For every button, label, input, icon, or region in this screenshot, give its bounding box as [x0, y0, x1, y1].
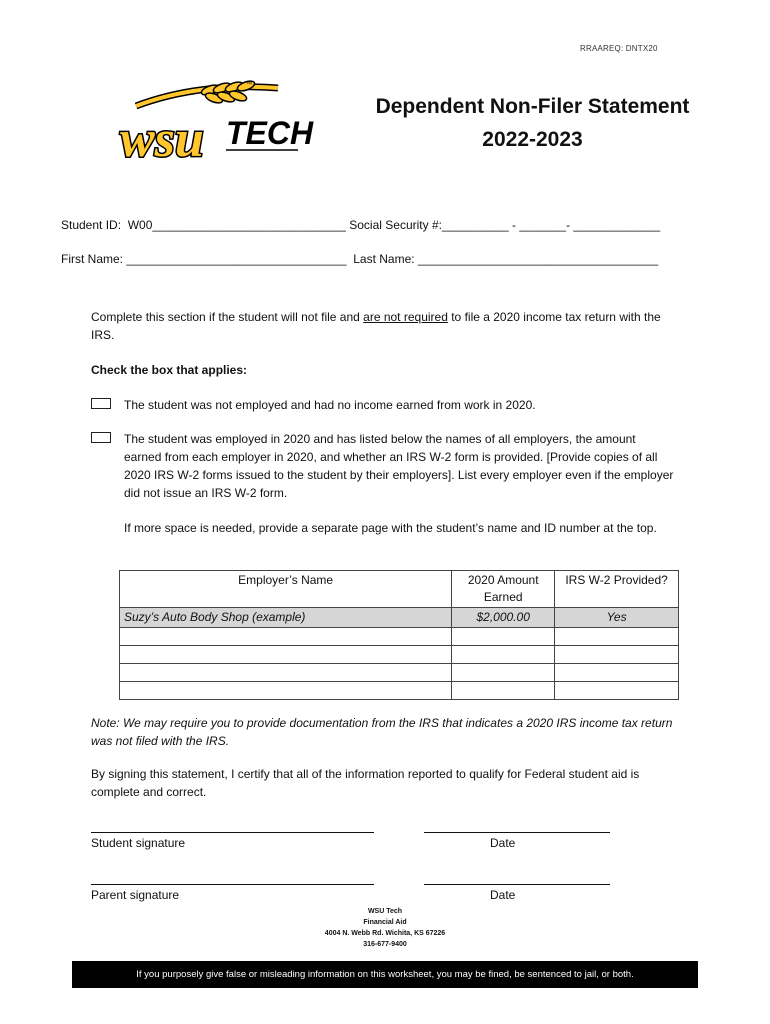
more-space-text: If more space is needed, provide a separate page with the student’s name and ID number at the top.: [124, 521, 657, 535]
svg-text:™: ™: [246, 82, 252, 88]
footer-org: WSU Tech: [367, 908, 403, 915]
parent-signature-line[interactable]: [91, 884, 374, 885]
amount-cell[interactable]: [452, 682, 555, 700]
w2-cell[interactable]: [555, 628, 679, 646]
table-row[interactable]: [120, 628, 679, 646]
col-header-amount: 2020 Amount Earned: [452, 571, 555, 608]
svg-text:TECH: TECH: [226, 115, 314, 151]
col-header-w2: IRS W-2 Provided?: [555, 571, 679, 608]
table-row-example: [120, 608, 679, 628]
employer-cell[interactable]: [120, 682, 452, 700]
col-header-employer: Employer’s Name: [120, 571, 452, 608]
student-signature-line[interactable]: [91, 832, 374, 833]
check-heading: Check the box that applies:: [91, 363, 248, 377]
intro-text: Complete this section if the student will not file and are not required to file a 2020 income tax return with the IRS.: [91, 310, 661, 342]
parent-date-line[interactable]: [424, 884, 610, 885]
footer-address: [285, 906, 485, 950]
footer-dept: Financial Aid: [363, 919, 407, 926]
option-employed-label: The student was employed in 2020 and has listed below the names of all employers, the amount earned from each employer in 2020, and whether an IRS W-2 form is provided. [Provide copies of all 2020 IRS W-2 forms issued to the student by their employers]. List every employer even if the employer did not issue an IRS W-2 form.: [124, 432, 674, 500]
amount-cell[interactable]: [452, 664, 555, 682]
irs-note: Note: We may require you to provide documentation from the IRS that indicates a 2020 IRS income tax return was not filed with the IRS.: [91, 716, 673, 748]
warning-banner: [72, 961, 698, 988]
table-header-row: [120, 571, 679, 608]
wsu-tech-logo: [118, 78, 314, 168]
svg-text:wsu: wsu: [120, 111, 204, 168]
amount-cell[interactable]: [452, 628, 555, 646]
employer-table: [119, 570, 679, 700]
student-signature-label: Student signature: [91, 836, 186, 850]
parent-date-label: Date: [490, 888, 516, 902]
option-not-employed-label: The student was not employed and had no income earned from work in 2020.: [124, 398, 536, 412]
table-row[interactable]: [120, 646, 679, 664]
w2-cell[interactable]: [555, 664, 679, 682]
parent-signature-label: Parent signature: [91, 888, 180, 902]
name-fields[interactable]: First Name: _________________________________ Last Name: ____________________________________: [61, 252, 659, 266]
certify-text: By signing this statement, I certify that all of the information reported to qualify for Federal student aid is complete and correct.: [91, 767, 640, 799]
form-code: RRAAREQ: DNTX20: [580, 44, 658, 53]
footer-street: 4004 N. Webb Rd. Wichita, KS 67226: [324, 930, 446, 937]
example-amount: $2,000.00: [452, 608, 555, 628]
table-row[interactable]: [120, 664, 679, 682]
student-id-ssn-field[interactable]: Student ID: W00_____________________________ Social Security #:__________ - _______- _____________: [61, 218, 661, 232]
amount-cell[interactable]: [452, 646, 555, 664]
page-title: [355, 90, 710, 156]
w2-cell[interactable]: [555, 646, 679, 664]
student-date-label: Date: [490, 836, 516, 850]
title-line-2: 2022-2023: [482, 128, 583, 151]
warning-text: If you purposely give false or misleading information on this worksheet, you may be fined, be sentenced to jail, or both.: [136, 969, 634, 980]
option-not-employed-checkbox[interactable]: [91, 398, 111, 409]
employer-cell[interactable]: [120, 664, 452, 682]
example-employer: Suzy’s Auto Body Shop (example): [120, 608, 452, 628]
employer-cell[interactable]: [120, 628, 452, 646]
example-w2: Yes: [555, 608, 679, 628]
student-date-line[interactable]: [424, 832, 610, 833]
table-row[interactable]: [120, 682, 679, 700]
footer-phone: 316-677-9400: [363, 941, 407, 948]
title-line-1: Dependent Non-Filer Statement: [375, 95, 690, 118]
option-employed-checkbox[interactable]: [91, 432, 111, 443]
w2-cell[interactable]: [555, 682, 679, 700]
employer-cell[interactable]: [120, 646, 452, 664]
